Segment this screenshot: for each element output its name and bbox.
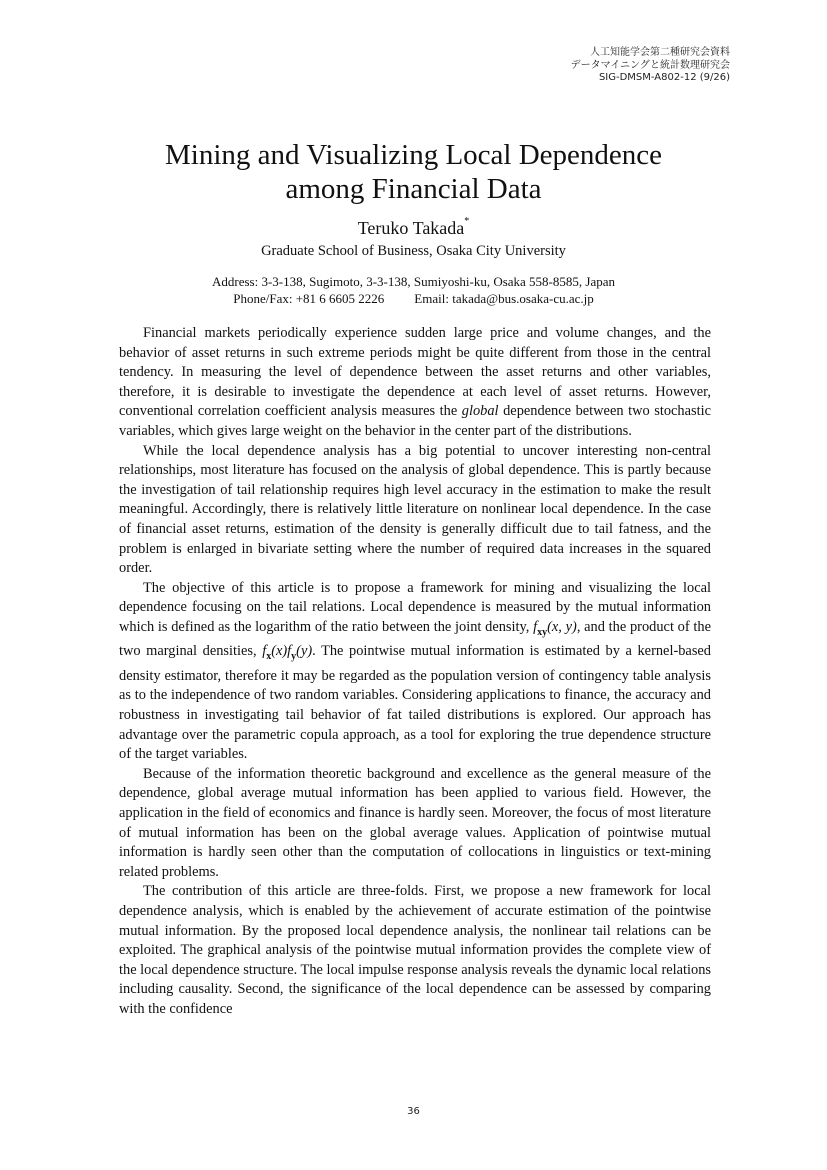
paper-title-line2: among Financial Data xyxy=(285,173,542,205)
paragraph-3 xyxy=(119,579,711,765)
math-symbol: f xyxy=(262,643,267,660)
paragraph-1-text-b: dependence between two stochastic variables, which gives large weight on the behavior in the center part of the distributions. xyxy=(119,403,711,439)
paragraph-3-text-c: . The pointwise mutual information is estimated by a kernel-based density estimator, therefore it may be regarded as the population version of contingency table analysis as to the independence of two random variables. Considering applications to finance, the accuracy and robustness in investigating tail behavior of fat tailed distributions is explored. Our approach has advantage over the parametric copula approach, as a tool for exploring the true dependence structure of the target variables. xyxy=(119,643,711,763)
math-subscript: xy xyxy=(537,626,548,638)
math-symbol: f xyxy=(287,643,292,660)
header-note xyxy=(571,47,730,85)
math-marginal-product xyxy=(262,643,313,663)
body-text xyxy=(119,324,711,1020)
header-note-line3: SIG-DMSM-A802-12 (9/26) xyxy=(598,72,730,83)
paragraph-5: The contribution of this article are three-folds. First, we propose a new framework for local dependence analysis, which is enabled by the achievement of accurate estimation of the pointwise mutual information. By the proposed local dependence analysis, the nonlinear tail relations can be exploited. The graphical analysis of the pointwise mutual information provides the complete view of the local dependence structure. The local impulse response analysis reveals the dynamic local relations including causality. Second, the significance of the local dependence can be assessed by comparing with the confidence xyxy=(119,883,711,1017)
contact-email: Email: takada@bus.osaka-cu.ac.jp xyxy=(414,291,594,306)
math-argument: (x, y) xyxy=(547,618,577,635)
paragraph-2: While the local dependence analysis has a big potential to uncover interesting non-central relationships, most literature has focused on the analysis of global dependence. This is partly because the investigation of tail relationship requires high level accuracy in the estimation to make the result meaningful. Accordingly, there is relatively little literature on nonlinear local dependence. In the case of financial asset returns, estimation of the density is generally difficult due to tail fatness, and the problem is enlarged in bivariate setting where the number of required data increases in the squared order. xyxy=(119,442,711,577)
paragraph-3-text-b: , and the product of the two marginal densities, xyxy=(119,618,711,660)
paragraph-3-text-a: The objective of this article is to propose a framework for mining and visualizing the local dependence focusing on the tail relations. Local dependence is measured by the mutual information which is defined as the logarithm of the ratio between the joint density, xyxy=(119,579,711,635)
paper-title xyxy=(0,138,827,206)
contact-block xyxy=(0,273,827,307)
paragraph-1-text-a: Financial markets periodically experience sudden large price and volume changes, and the behavior of asset returns in such extreme periods might be quite different from those in the central tendency. In measuring the level of dependence between the asset returns and other variables, therefore, it is desirable to investigate the dependence at each level of asset returns. However, conventional correlation coefficient analysis measures the xyxy=(119,325,711,420)
math-symbol: f xyxy=(533,618,538,635)
affiliation: Graduate School of Business, Osaka City University xyxy=(261,243,566,259)
paragraph-4: Because of the information theoretic background and excellence as the general measure of the dependence, global average mutual information has been applied to various field. However, the application in the field of economics and finance is hardly seen. Moreover, the focus of most literature of mutual information has been on the global average values. Application of pointwise mutual information is hardly seen other than the computation of collocations in linguistics or text-mining related problems. xyxy=(119,765,711,880)
math-subscript: y xyxy=(291,651,297,663)
math-joint-density xyxy=(533,618,577,638)
math-subscript: x xyxy=(266,651,272,663)
page-number: 36 xyxy=(407,1106,420,1117)
contact-address: Address: 3-3-138, Sugimoto, 3-3-138, Sumiyoshi-ku, Osaka 558-8585, Japan xyxy=(212,274,615,289)
header-note-line2: データマイニングと統計数理研究会 xyxy=(570,59,730,71)
math-argument: (x) xyxy=(271,643,288,660)
contact-phone: Phone/Fax: +81 6 6605 2226 xyxy=(233,291,385,306)
author xyxy=(0,218,827,239)
author-footnote-mark: * xyxy=(464,216,470,227)
paper-title-line1: Mining and Visualizing Local Dependence xyxy=(164,139,663,171)
math-argument: (y) xyxy=(296,643,313,660)
author-name: Teruko Takada xyxy=(357,218,465,238)
header-note-line1: 人工知能学会第二種研究会資料 xyxy=(590,47,730,58)
paragraph-1 xyxy=(119,324,711,442)
paragraph-1-emphasis: global xyxy=(461,403,499,420)
